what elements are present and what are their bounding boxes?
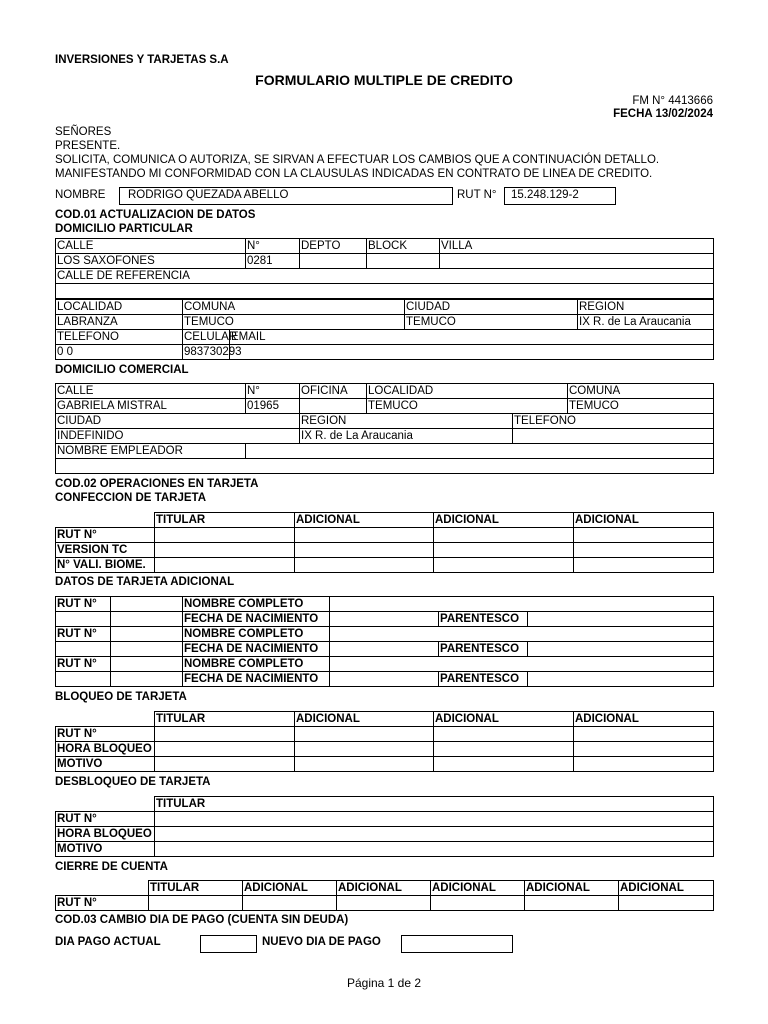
col-adicional-2: ADICIONAL: [434, 513, 574, 528]
nuevo-dia-field[interactable]: [401, 935, 513, 953]
cell[interactable]: [295, 543, 434, 558]
cod03-title: COD.03 CAMBIO DIA DE PAGO (CUENTA SIN DEUDA): [55, 914, 349, 926]
numero-value[interactable]: 0281: [246, 254, 300, 269]
bloqueo-rut-label: RUT N°: [56, 727, 155, 742]
intro-line-2: PRESENTE.: [55, 140, 121, 152]
col-adicional-3: ADICIONAL: [574, 712, 714, 727]
biome-label: N° VALI. BIOME.: [56, 558, 155, 573]
col-adicional-1: ADICIONAL: [243, 881, 337, 896]
col-titular: TITULAR: [155, 797, 714, 812]
adicional-title: DATOS DE TARJETA ADICIONAL: [55, 576, 235, 588]
desbloqueo-table: [55, 796, 714, 857]
cell[interactable]: [574, 742, 714, 757]
cell[interactable]: [574, 528, 714, 543]
parentesco-label: PARENTESCO: [439, 672, 528, 687]
name-field[interactable]: [119, 187, 453, 205]
cell[interactable]: [295, 757, 434, 772]
cell[interactable]: [155, 558, 295, 573]
cell[interactable]: [528, 642, 714, 657]
cell[interactable]: [155, 842, 714, 857]
comercial-title: DOMICILIO COMERCIAL: [55, 364, 189, 376]
cell[interactable]: [56, 612, 111, 627]
cell[interactable]: [434, 757, 574, 772]
cell[interactable]: [56, 642, 111, 657]
comuna-label: COMUNA: [183, 300, 405, 315]
cell[interactable]: [330, 657, 714, 672]
c-telefono-label: TELEFONO: [513, 414, 714, 429]
cierre-table: [55, 880, 714, 911]
numero-label: N°: [246, 239, 300, 254]
cell[interactable]: [330, 672, 439, 687]
cell[interactable]: [149, 896, 243, 911]
page-number: Página 1 de 2: [346, 976, 422, 990]
c-numero-label: N°: [246, 384, 300, 399]
c-region-label: REGION: [300, 414, 513, 429]
dia-actual-label: DIA PAGO ACTUAL: [55, 936, 161, 948]
cell[interactable]: [243, 896, 337, 911]
adicional-rut-label: RUT N°: [56, 627, 111, 642]
cell[interactable]: [155, 812, 714, 827]
nacimiento-label: FECHA DE NACIMIENTO: [183, 642, 330, 657]
cell[interactable]: [295, 558, 434, 573]
rut-value: 15.248.129-2: [511, 189, 579, 201]
depto-label: DEPTO: [300, 239, 367, 254]
cell[interactable]: [111, 642, 183, 657]
cell[interactable]: [111, 612, 183, 627]
cell[interactable]: [434, 558, 574, 573]
cell[interactable]: [330, 627, 714, 642]
cell[interactable]: [337, 896, 431, 911]
cierre-title: CIERRE DE CUENTA: [55, 861, 168, 873]
cell[interactable]: [111, 627, 183, 642]
hora-label: HORA BLOQUEO: [56, 827, 155, 842]
bloqueo-title: BLOQUEO DE TARJETA: [55, 691, 187, 703]
referencia-label: CALLE DE REFERENCIA: [56, 269, 714, 284]
celular-label: CELULAR: [184, 331, 238, 343]
cell[interactable]: [574, 543, 714, 558]
nuevo-dia-label: NUEVO DIA DE PAGO: [262, 936, 381, 948]
cell[interactable]: [330, 642, 439, 657]
col-adicional-3: ADICIONAL: [574, 513, 714, 528]
empleador-label: NOMBRE EMPLEADOR: [56, 444, 246, 459]
confeccion-table: [55, 512, 714, 573]
cell[interactable]: [111, 672, 183, 687]
c-region-value[interactable]: IX R. de La Araucania: [300, 429, 513, 444]
intro-line-3: SOLICITA, COMUNICA O AUTORIZA, SE SIRVAN A EFECTUAR LOS CAMBIOS QUE A CONTINUACIÓN DETALLO.: [55, 154, 660, 166]
cell[interactable]: [111, 657, 183, 672]
depto-value[interactable]: [300, 254, 367, 269]
telefono-value[interactable]: 0 0: [56, 345, 183, 360]
c-comuna-label: COMUNA: [568, 384, 714, 399]
telefono-label: TELEFONO: [56, 330, 183, 345]
intro-line-1: SEÑORES: [55, 126, 112, 138]
col-titular: TITULAR: [149, 881, 243, 896]
c-calle-label: CALLE: [56, 384, 246, 399]
col-adicional-3: ADICIONAL: [431, 881, 525, 896]
cierre-corner: [56, 881, 149, 896]
particular-address-table: [55, 238, 714, 299]
cell[interactable]: [434, 528, 574, 543]
ciudad-value[interactable]: TEMUCO: [405, 315, 578, 330]
comercial-address-table: [55, 383, 714, 474]
block-label: BLOCK: [367, 239, 440, 254]
motivo-label: MOTIVO: [56, 757, 155, 772]
empleador-value[interactable]: [246, 444, 714, 459]
cell[interactable]: [56, 672, 111, 687]
adicional-rut-label: RUT N°: [56, 597, 111, 612]
parentesco-label: PARENTESCO: [439, 612, 528, 627]
col-adicional-2: ADICIONAL: [337, 881, 431, 896]
cod02-title: COD.02 OPERACIONES EN TARJETA: [55, 478, 259, 490]
c-calle-value[interactable]: GABRIELA MISTRAL: [56, 399, 246, 414]
cell[interactable]: [434, 543, 574, 558]
cell[interactable]: [155, 827, 714, 842]
cell[interactable]: [155, 528, 295, 543]
oficina-label: OFICINA: [300, 384, 367, 399]
col-titular: TITULAR: [155, 712, 295, 727]
col-adicional-1: ADICIONAL: [295, 712, 434, 727]
cell[interactable]: [155, 727, 295, 742]
cell[interactable]: [528, 672, 714, 687]
cell[interactable]: [528, 612, 714, 627]
bloqueo-table: [55, 711, 714, 772]
comuna-value[interactable]: TEMUCO: [183, 315, 405, 330]
cell[interactable]: [295, 727, 434, 742]
cell[interactable]: [111, 597, 183, 612]
col-adicional-4: ADICIONAL: [525, 881, 619, 896]
name-label: NOMBRE: [55, 189, 106, 201]
block-value[interactable]: [367, 254, 440, 269]
form-date: FECHA 13/02/2024: [613, 108, 713, 120]
confeccion-rut-label: RUT N°: [56, 528, 155, 543]
cell[interactable]: [431, 896, 525, 911]
confeccion-corner: [56, 513, 155, 528]
particular-location-table: [55, 299, 714, 360]
cell[interactable]: [434, 742, 574, 757]
desbloqueo-rut-label: RUT N°: [56, 812, 155, 827]
form-number: FM N° 4413666: [632, 95, 713, 107]
bloqueo-corner: [56, 712, 155, 727]
name-value: RODRIGO QUEZADA ABELLO: [128, 189, 289, 201]
nacimiento-label: FECHA DE NACIMIENTO: [183, 612, 330, 627]
cell[interactable]: [619, 896, 714, 911]
villa-value[interactable]: [440, 254, 714, 269]
c-ciudad-label: CIUDAD: [56, 414, 300, 429]
oficina-value[interactable]: [300, 399, 367, 414]
cell[interactable]: [295, 742, 434, 757]
region-label: REGION: [578, 300, 714, 315]
intro-line-4: MANIFESTANDO MI CONFORMIDAD CON LA CLAUSULAS INDICADAS EN CONTRATO DE LINEA DE CREDITO.: [55, 168, 653, 180]
desbloqueo-corner: [56, 797, 155, 812]
c-ciudad-value[interactable]: INDEFINIDO: [56, 429, 300, 444]
region-value[interactable]: IX R. de La Araucania: [578, 315, 714, 330]
cell[interactable]: [574, 558, 714, 573]
cell[interactable]: [330, 597, 714, 612]
cell[interactable]: [574, 727, 714, 742]
celular-value[interactable]: 983730293: [184, 346, 242, 358]
desbloqueo-title: DESBLOQUEO DE TARJETA: [55, 776, 211, 788]
localidad-label: LOCALIDAD: [56, 300, 183, 315]
c-telefono-value[interactable]: [513, 429, 714, 444]
parentesco-label: PARENTESCO: [439, 642, 528, 657]
c-comuna-value[interactable]: TEMUCO: [568, 399, 714, 414]
rut-label: RUT N°: [457, 189, 497, 201]
c-numero-value[interactable]: 01965: [246, 399, 300, 414]
cell[interactable]: [155, 757, 295, 772]
rut-field[interactable]: [504, 187, 616, 205]
col-adicional-2: ADICIONAL: [434, 712, 574, 727]
cierre-rut-label: RUT N°: [56, 896, 149, 911]
villa-label: VILLA: [440, 239, 714, 254]
cell[interactable]: [574, 757, 714, 772]
localidad-value[interactable]: LABRANZA: [56, 315, 183, 330]
form-title: FORMULARIO MULTIPLE DE CREDITO: [255, 72, 513, 88]
calle-label: CALLE: [56, 239, 246, 254]
email-label: EMAIL: [230, 330, 714, 345]
calle-value[interactable]: LOS SAXOFONES: [56, 254, 246, 269]
cell[interactable]: [330, 612, 439, 627]
col-adicional-5: ADICIONAL: [619, 881, 714, 896]
cell[interactable]: [525, 896, 619, 911]
referencia-value[interactable]: [56, 284, 714, 299]
dia-actual-field[interactable]: [200, 935, 257, 953]
hora-label: HORA BLOQUEO: [56, 742, 155, 757]
cell[interactable]: [155, 543, 295, 558]
particular-title: DOMICILIO PARTICULAR: [55, 223, 193, 235]
cell[interactable]: [434, 727, 574, 742]
nombre-label: NOMBRE COMPLETO: [183, 627, 330, 642]
motivo-label: MOTIVO: [56, 842, 155, 857]
adicional-table: [55, 596, 714, 687]
company-name: INVERSIONES Y TARJETAS S.A: [55, 54, 229, 66]
adicional-rut-label: RUT N°: [56, 657, 111, 672]
cell[interactable]: [155, 742, 295, 757]
nacimiento-label: FECHA DE NACIMIENTO: [183, 672, 330, 687]
email-value[interactable]: [230, 345, 714, 360]
confeccion-title: CONFECCION DE TARJETA: [55, 492, 206, 504]
c-localidad-value[interactable]: TEMUCO: [367, 399, 568, 414]
ciudad-label: CIUDAD: [405, 300, 578, 315]
cell[interactable]: [295, 528, 434, 543]
c-localidad-label: LOCALIDAD: [367, 384, 568, 399]
col-adicional-1: ADICIONAL: [295, 513, 434, 528]
version-label: VERSION TC: [56, 543, 155, 558]
nombre-label: NOMBRE COMPLETO: [183, 597, 330, 612]
col-titular: TITULAR: [155, 513, 295, 528]
comercial-extra-row[interactable]: [56, 459, 714, 474]
nombre-label: NOMBRE COMPLETO: [183, 657, 330, 672]
cod01-title: COD.01 ACTUALIZACION DE DATOS: [55, 209, 256, 221]
